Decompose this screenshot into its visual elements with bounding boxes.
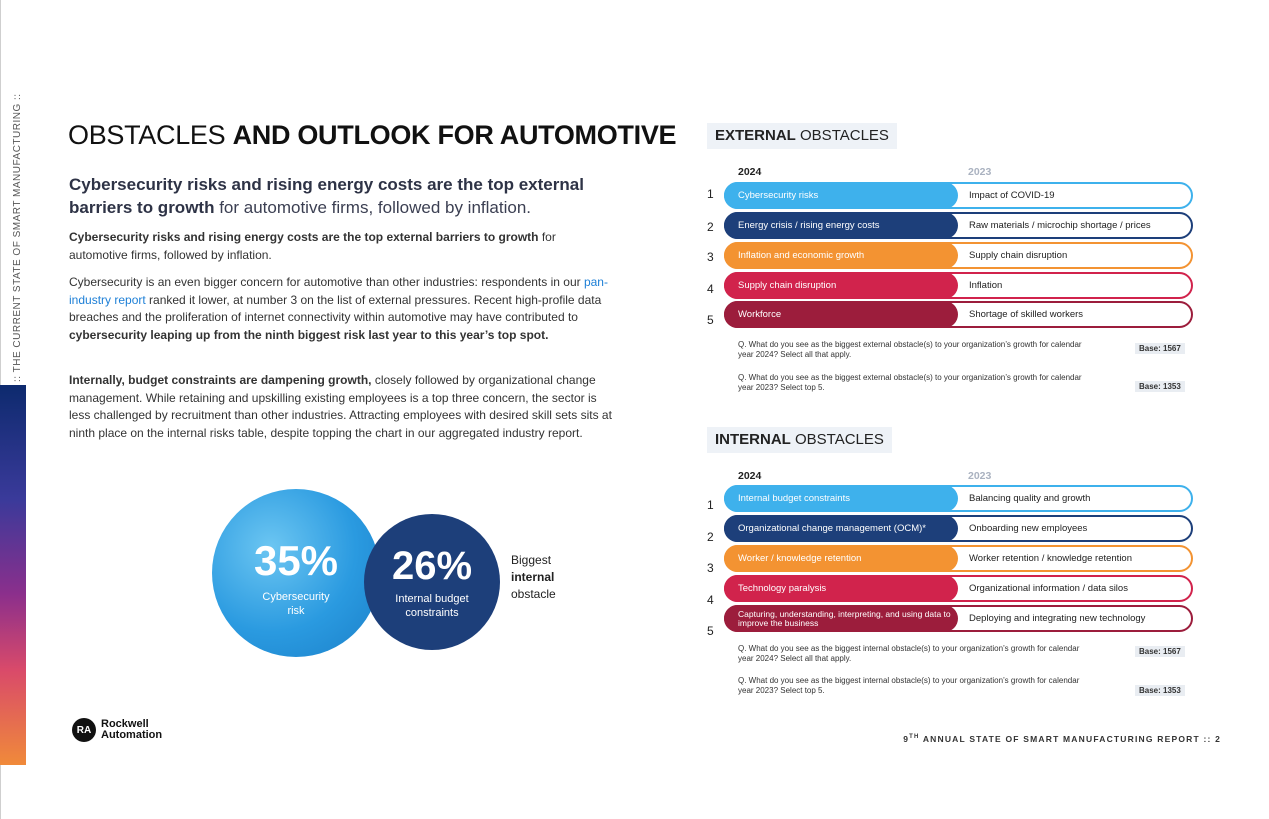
paragraph-3 <box>69 372 614 442</box>
logo-text <box>101 719 162 741</box>
internal-obstacles-header <box>707 427 892 453</box>
internal-row <box>724 545 1193 572</box>
internal-2024-item: Worker / knowledge retention <box>724 545 958 572</box>
internal-rank: 3 <box>707 561 714 575</box>
external-row <box>724 212 1193 239</box>
external-2024-item: Workforce <box>724 301 958 328</box>
external-question-2024: Q. What do you see as the biggest external obstacle(s) to your organization’s growth for calendar year 2024? Select all that apply. <box>738 340 1082 359</box>
rockwell-logo <box>72 718 162 742</box>
stat-circle-budget <box>364 514 500 650</box>
internal-base-2024: Base: 1567 <box>1135 646 1185 657</box>
internal-rank: 2 <box>707 530 714 544</box>
lead-rest: for automotive firms, followed by inflation. <box>214 198 531 217</box>
para2-a: Cybersecurity is an even bigger concern for automotive than other industries: respondents in our <box>69 275 584 289</box>
para1-rest: for automotive firms, followed by inflation. <box>69 230 556 262</box>
external-2024-item: Cybersecurity risks <box>724 182 958 209</box>
external-2024-item: Inflation and economic growth <box>724 242 958 269</box>
stat-percent: 35% <box>253 537 339 584</box>
internal-2024-item: Organizational change management (OCM)* <box>724 515 958 542</box>
paragraph-1 <box>69 229 614 264</box>
internal-2023-item: Onboarding new employees <box>969 523 1088 534</box>
external-rank: 3 <box>707 250 714 264</box>
internal-2023-item: Organizational information / data silos <box>969 583 1128 594</box>
internal-rank: 5 <box>707 624 714 638</box>
stat-circle-cybersecurity <box>212 489 380 657</box>
stats-note <box>511 552 556 603</box>
para3-rest: closely followed by organizational change management. While retaining and upskilling existing employees is a top three concern, the sector is less challenged by recruitment than other industries. Attracting employees with desired skill sets sits at ninth place on the internal risks table, despite topping the chart in our aggregated industry report. <box>69 373 612 440</box>
sidebar-gradient <box>0 385 26 765</box>
footer-text: ANNUAL STATE OF SMART MANUFACTURING REPORT :: 2 <box>919 734 1221 744</box>
para3-bold: Internally, budget constraints are dampening growth, <box>69 373 372 387</box>
internal-2023-item: Worker retention / knowledge retention <box>969 553 1132 564</box>
footer-sup: TH <box>909 734 920 741</box>
para1-bold: Cybersecurity risks and rising energy costs are the top external barriers to growth <box>69 230 539 244</box>
external-rank: 5 <box>707 313 714 327</box>
internal-header-rest: OBSTACLES <box>790 431 884 448</box>
internal-row <box>724 515 1193 542</box>
stats-note-line1: Biggest <box>511 553 552 567</box>
stat-label: Cybersecurity risk <box>262 591 330 617</box>
external-base-2023: Base: 1353 <box>1135 381 1185 392</box>
internal-2023-item: Balancing quality and growth <box>969 493 1091 504</box>
external-2024-item: Supply chain disruption <box>724 272 958 299</box>
internal-rank: 1 <box>707 498 714 512</box>
para2-b: ranked it lower, at number 3 on the list of external pressures. Recent high-profile data breaches and the proliferation of internet connectivity within automotive may have contributed to <box>69 292 602 324</box>
internal-question-2023: Q. What do you see as the biggest internal obstacle(s) to your organization’s growth for calendar year 2023? Select top 5. <box>738 676 1080 695</box>
external-2023-item: Supply chain disruption <box>969 250 1068 261</box>
internal-2024-item: Internal budget constraints <box>724 485 958 512</box>
external-row <box>724 182 1193 209</box>
para2-bold: cybersecurity leaping up from the ninth biggest risk last year to this year’s top spot. <box>69 327 549 342</box>
logo-line-1: Rockwell <box>101 718 149 730</box>
logo-line-2: Automation <box>101 729 163 741</box>
external-2023-item: Impact of COVID-19 <box>969 190 1055 201</box>
internal-row <box>724 575 1193 602</box>
external-row <box>724 272 1193 299</box>
internal-row <box>724 485 1193 512</box>
external-question-2023: Q. What do you see as the biggest external obstacle(s) to your organization’s growth for calendar year 2023? Select top 5. <box>738 373 1082 392</box>
stat-label: Internal budget constraints <box>395 593 469 619</box>
stats-note-line2: internal <box>511 570 555 584</box>
external-header-bold: EXTERNAL <box>715 127 796 144</box>
internal-2023-item: Deploying and integrating new technology <box>969 613 1146 624</box>
stats-note-line3: obstacle <box>511 587 556 601</box>
external-2023-item: Raw materials / microchip shortage / prices <box>969 220 1151 231</box>
internal-year-2023: 2023 <box>968 470 992 482</box>
footer-number: 9 <box>903 734 910 744</box>
paragraph-2 <box>69 274 614 344</box>
sidebar-text: :: THE CURRENT STATE OF SMART MANUFACTURING :: <box>12 93 23 382</box>
external-rank: 2 <box>707 220 714 234</box>
external-rank: 4 <box>707 282 714 296</box>
internal-base-2023: Base: 1353 <box>1135 685 1185 696</box>
external-year-2023: 2023 <box>968 166 992 178</box>
external-obstacles-header <box>707 123 897 149</box>
internal-2024-item: Technology paralysis <box>724 575 958 602</box>
title-light: OBSTACLES <box>68 120 233 150</box>
lead-paragraph <box>69 173 629 219</box>
title-bold: AND OUTLOOK FOR AUTOMOTIVE <box>232 120 677 150</box>
external-row <box>724 301 1193 328</box>
external-2024-item: Energy crisis / rising energy costs <box>724 212 958 239</box>
internal-2024-item: Capturing, understanding, interpreting, and using data to improve the business <box>724 605 958 632</box>
external-rank: 1 <box>707 187 714 201</box>
external-year-2024: 2024 <box>738 166 762 178</box>
internal-row <box>724 605 1193 632</box>
external-row <box>724 242 1193 269</box>
external-2023-item: Shortage of skilled workers <box>969 309 1084 320</box>
footer <box>903 734 1221 744</box>
external-2023-item: Inflation <box>969 280 1003 291</box>
internal-header-bold: INTERNAL <box>715 431 791 448</box>
internal-rank: 4 <box>707 593 714 607</box>
external-header-rest: OBSTACLES <box>795 127 889 144</box>
internal-year-2024: 2024 <box>738 470 762 482</box>
stat-percent: 26% <box>391 544 473 588</box>
external-base-2024: Base: 1567 <box>1135 343 1185 354</box>
pan-industry-report-link[interactable]: pan-industry report <box>69 275 608 307</box>
lead-bold: Cybersecurity risks and rising energy costs are the top external barriers to growth <box>69 175 584 217</box>
logo-mark-icon: RA <box>72 718 96 742</box>
internal-question-2024: Q. What do you see as the biggest internal obstacle(s) to your organization’s growth for calendar year 2024? Select all that apply. <box>738 644 1080 663</box>
page-title <box>68 120 676 151</box>
